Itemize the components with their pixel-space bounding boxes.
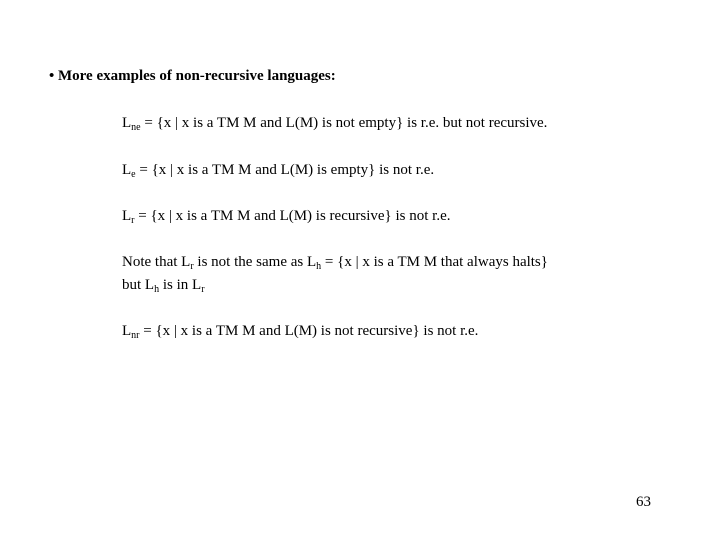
slide-heading: • More examples of non-recursive languages: <box>49 68 336 84</box>
note-line-1: Note that $L_r$ is not the same as $L_h = \{x$ | x is a TM M that always halts} <box>122 254 548 272</box>
page-number: 63 <box>636 494 651 510</box>
note-line-2: but $L_h$ is in $L_r$ <box>122 277 205 295</box>
statement-l-e: $L_e = \{x$ | x is a TM M and L(M) is empty} is not r.e. <box>122 162 435 180</box>
statement-l-nr: $L_{nr} = \{x$ | x is a TM M and L(M) is not recursive} is not r.e. <box>122 323 479 341</box>
statement-l-ne: $L_{ne} = \{x$ | x is a TM M and L(M) is not empty} is r.e. but not recursive. <box>122 115 548 133</box>
statement-l-r: $L_r = \{x$ | x is a TM M and L(M) is recursive} is not r.e. <box>122 208 451 226</box>
